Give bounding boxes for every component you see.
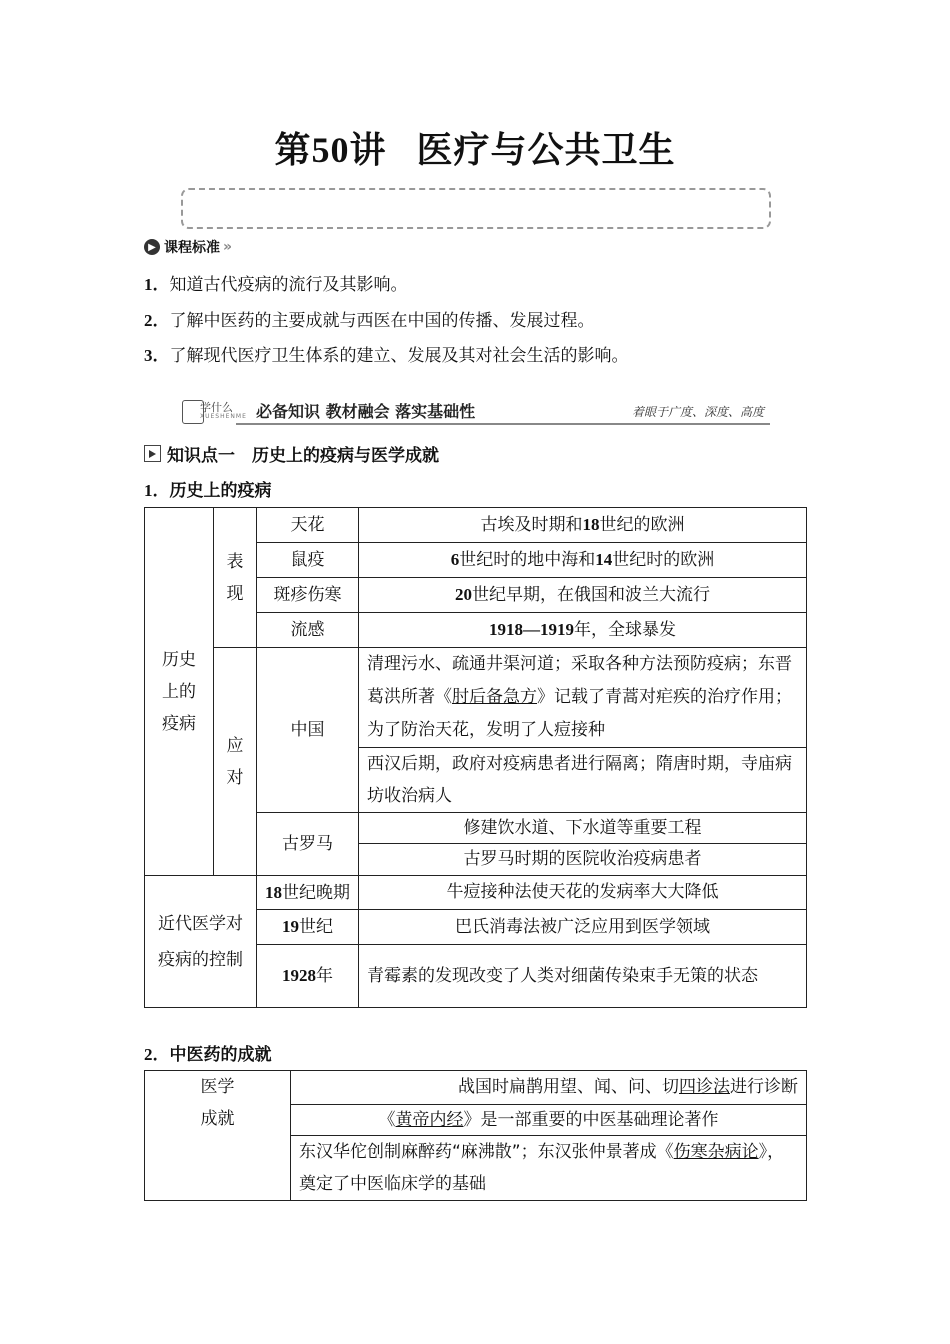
group-label-yingdui: 应对 (214, 648, 257, 876)
banner-logo-sub: XUESHENME (200, 413, 247, 420)
tcm-label: 医学成就 (145, 1071, 291, 1201)
modern-time: 18世纪晚期 (257, 876, 359, 910)
tcm-row-3: 东汉华佗创制麻醉药“麻沸散”；东汉张仲景著成《伤寒杂病论》，奠定了中医临床学的基础 (291, 1136, 807, 1201)
banner-sub: 着眼于广度、深度、高度 (631, 405, 764, 419)
region-china: 中国 (257, 648, 359, 813)
course-standard-heading: ▶ 课程标准 » (144, 237, 232, 257)
disease-name: 斑疹伤寒 (257, 578, 359, 613)
modern-desc: 巴氏消毒法被广泛应用到医学领域 (359, 910, 807, 945)
knowledge-point-heading: 知识点一 历史上的疫病与医学成就 (144, 441, 439, 466)
banner-underline (236, 423, 770, 425)
epidemic-table (144, 507, 807, 1008)
tcm-table (144, 1070, 807, 1201)
disease-desc: 6世纪时的地中海和14世纪时的欧洲 (359, 543, 807, 578)
rome-measure-1: 修建饮水道、下水道等重要工程 (359, 813, 807, 844)
modern-desc: 青霉素的发现改变了人类对细菌传染束手无策的状态 (359, 945, 807, 1008)
china-measures-1: 清理污水、疏通井渠河道；采取各种方法预防疫病；东晋葛洪所著《肘后备急方》记载了青蒿对疟疾的治疗作用；为了防治天花，发明了人痘接种 (359, 648, 807, 748)
play-square-icon (144, 445, 161, 462)
region-rome: 古罗马 (257, 813, 359, 876)
double-chevron-icon: » (223, 239, 233, 255)
tcm-row-2: 《黄帝内经》是一部重要的中医基础理论著作 (291, 1105, 807, 1136)
modern-desc: 牛痘接种法使天花的发病率大大降低 (359, 876, 807, 910)
china-measures-2: 西汉后期，政府对疫病患者进行隔离；隋唐时期，寺庙病坊收治病人 (359, 748, 807, 813)
group-label-modern: 近代医学对疫病的控制 (145, 876, 257, 1008)
disease-desc: 20世纪早期，在俄国和波兰大流行 (359, 578, 807, 613)
standard-item-3: 3．了解现代医疗卫生体系的建立、发展及其对社会生活的影响。 (144, 346, 629, 366)
disease-name: 鼠疫 (257, 543, 359, 578)
modern-time: 1928年 (257, 945, 359, 1008)
tcm-row-1: 战国时扁鹊用望、闻、问、切四诊法进行诊断 (291, 1071, 807, 1105)
standard-item-1: 1．知道古代疫病的流行及其影响。 (144, 275, 408, 295)
banner-logo-text: 学什么 (200, 401, 233, 414)
disease-name: 天花 (257, 508, 359, 543)
dashed-frame (181, 188, 771, 229)
rome-measure-2: 古罗马时期的医院收治疫病患者 (359, 844, 807, 876)
standard-item-2: 2．了解中医药的主要成就与西医在中国的传播、发展过程。 (144, 311, 595, 331)
disease-name: 流感 (257, 613, 359, 648)
section2-heading: 2．中医药的成就 (144, 1045, 272, 1065)
page-title: 第50讲 医疗与公共卫生 (274, 129, 676, 171)
disease-desc: 1918—1919年，全球暴发 (359, 613, 807, 648)
disease-desc: 古埃及时期和18世纪的欧洲 (359, 508, 807, 543)
group-label-history: 历史上的疫病 (145, 508, 214, 876)
group-label-biaoxian: 表现 (214, 508, 257, 648)
modern-time: 19世纪 (257, 910, 359, 945)
banner-main: 必备知识 教材融会 落实基础性 (256, 402, 476, 421)
arrow-circle-icon: ▶ (144, 239, 160, 255)
section-banner (176, 395, 770, 427)
section1-heading: 1．历史上的疫病 (144, 481, 272, 501)
